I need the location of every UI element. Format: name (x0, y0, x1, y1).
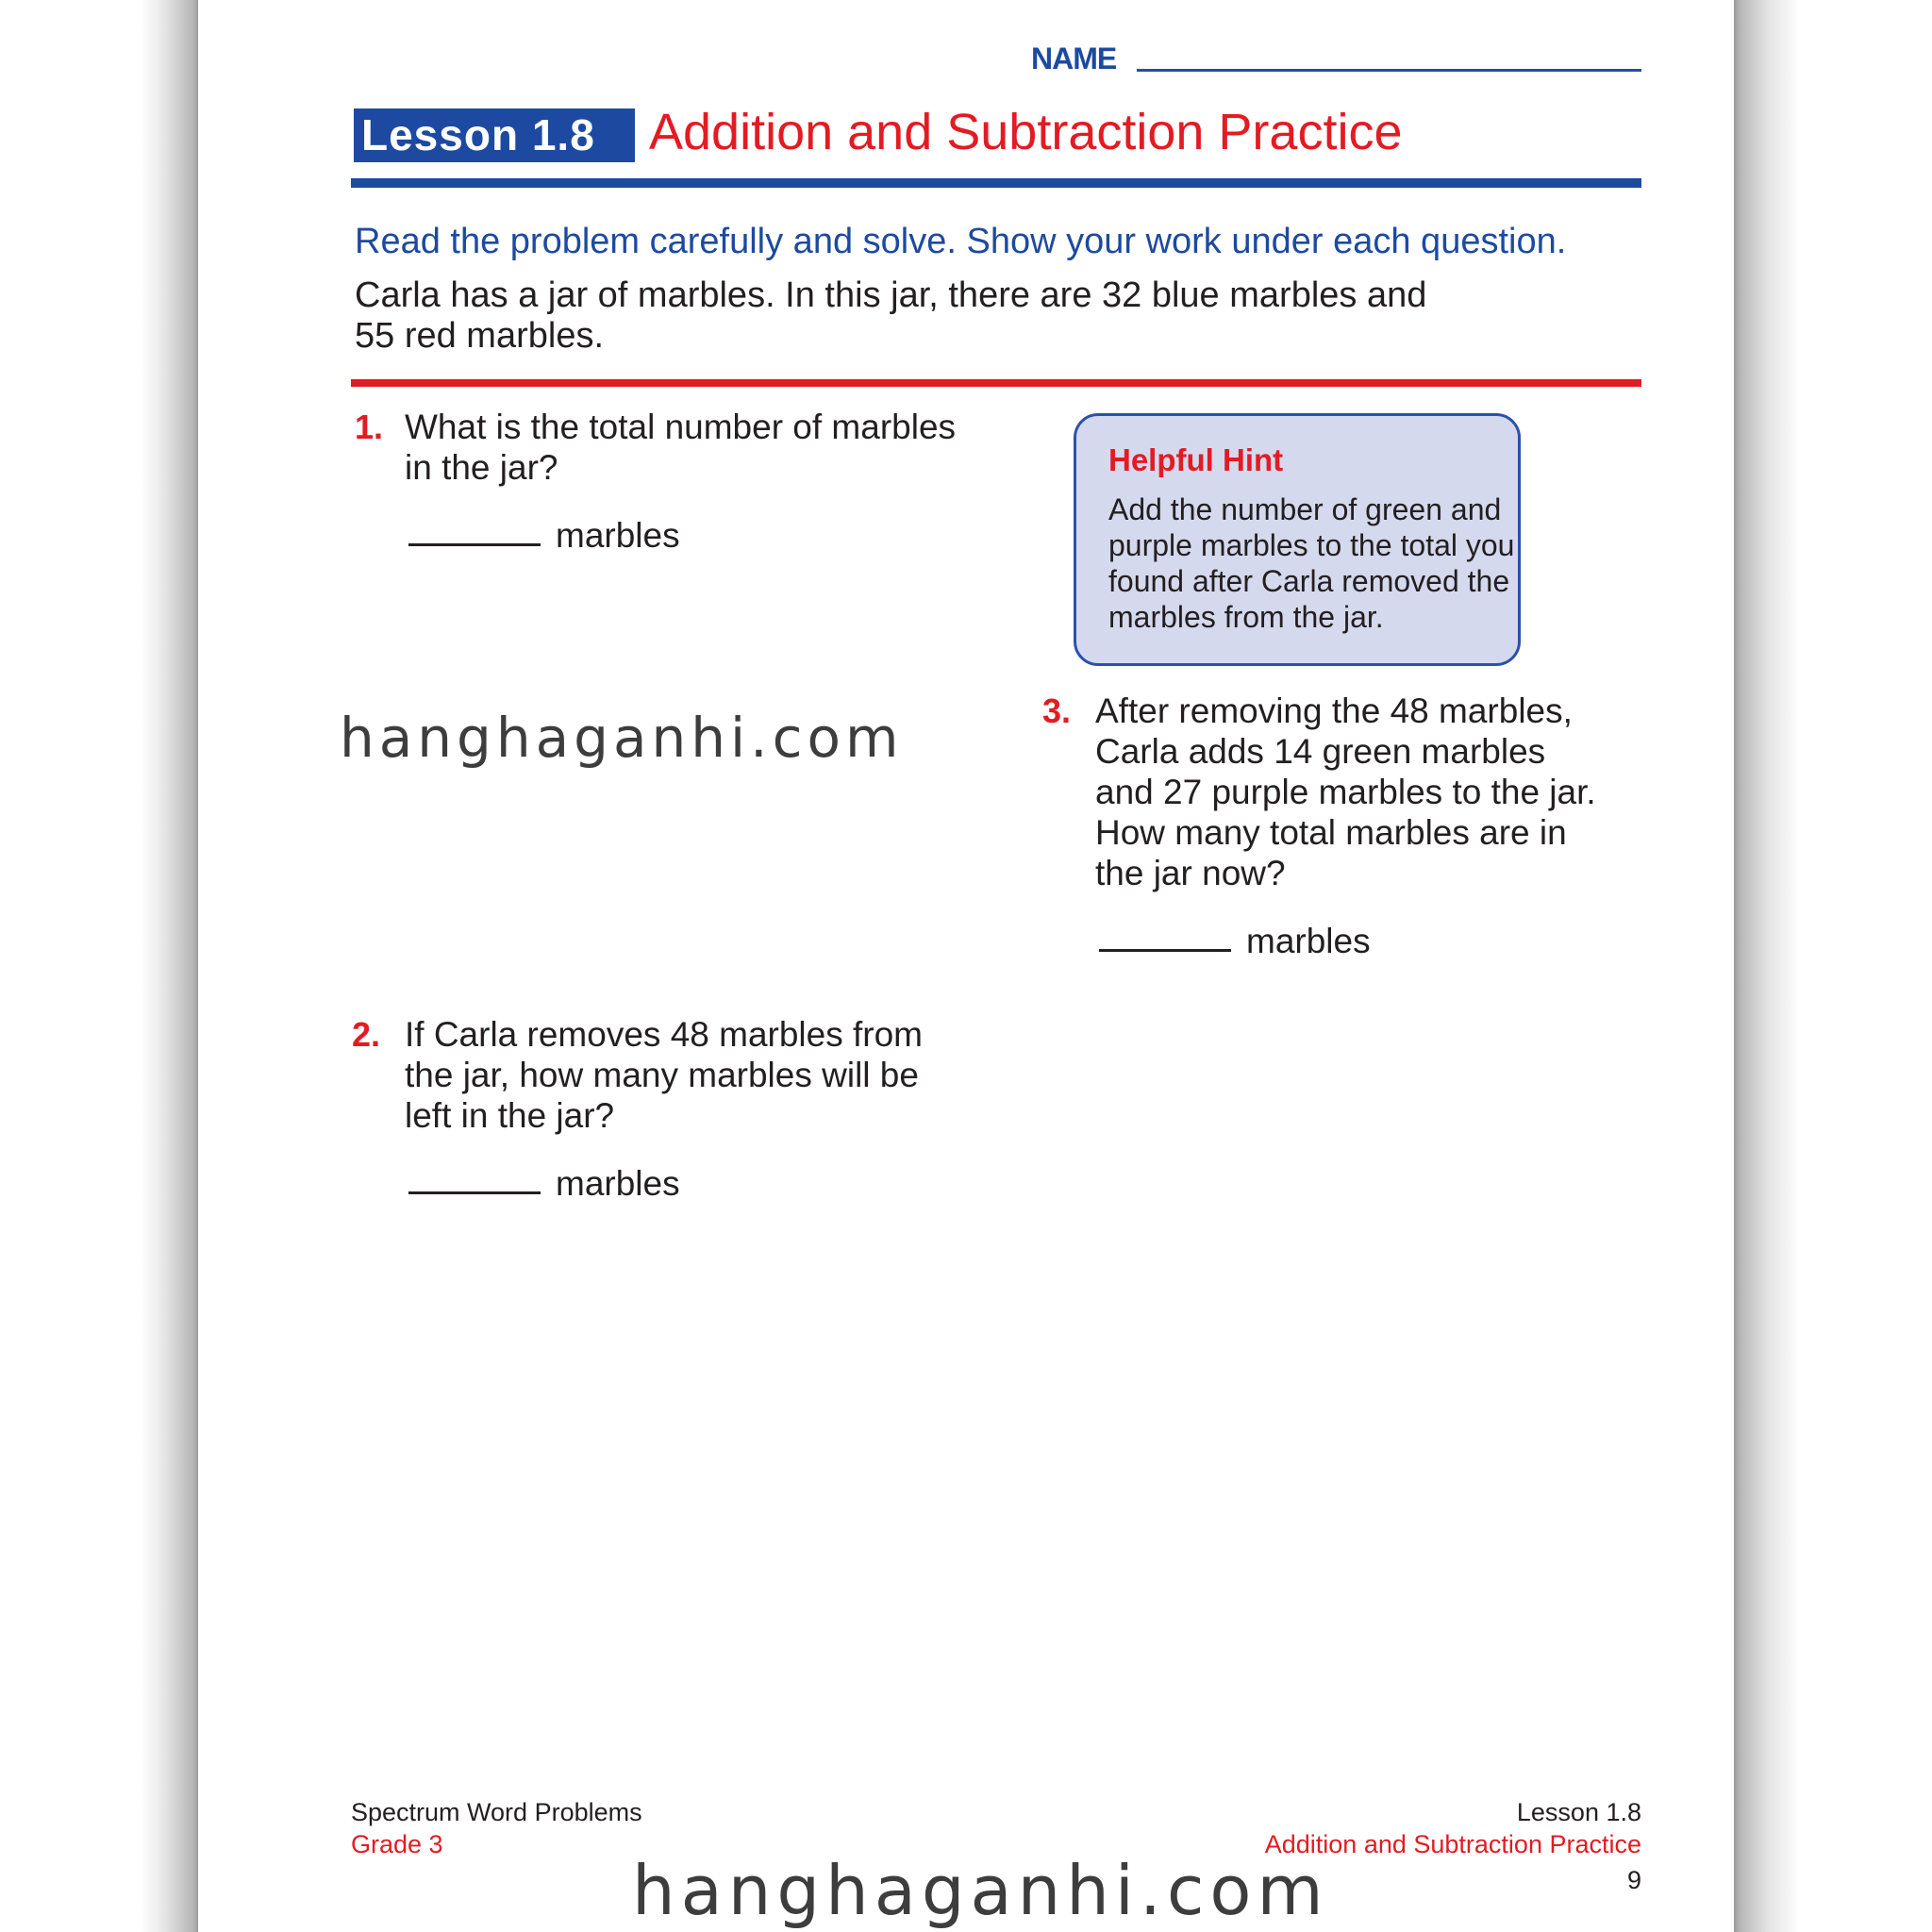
answer-blank-3[interactable] (1099, 949, 1231, 952)
page-shadow-left (142, 0, 198, 1932)
footer-left (351, 1796, 642, 1860)
hint-title: Helpful Hint (1108, 442, 1284, 477)
instruction-text: Read the problem carefully and solve. Show your work under each question. (355, 222, 1567, 261)
answer-unit: marbles (1246, 922, 1371, 960)
question-line: in the jar? (405, 448, 558, 487)
footer-lesson-title: Addition and Subtraction Practice (1264, 1830, 1641, 1858)
question-line: After removing the 48 marbles, (1095, 691, 1573, 730)
footer-book-title: Spectrum Word Problems (351, 1798, 642, 1826)
name-label: NAME (1031, 42, 1117, 75)
hint-line: marbles from the jar. (1108, 600, 1384, 634)
helpful-hint-box (1074, 413, 1521, 666)
story-line: 55 red marbles. (355, 316, 605, 356)
footer-grade: Grade 3 (351, 1830, 443, 1858)
hint-line: Add the number of green and (1108, 492, 1502, 526)
answer-1 (408, 517, 680, 555)
header-divider (351, 178, 1641, 188)
question-number-2: 2. (352, 1015, 381, 1054)
answer-3 (1099, 923, 1371, 960)
hint-text (1108, 491, 1514, 635)
answer-unit: marbles (556, 1164, 680, 1203)
intro-divider (351, 379, 1641, 387)
question-line: the jar, how many marbles will be (405, 1056, 919, 1094)
question-line: left in the jar? (405, 1096, 615, 1135)
page-shadow-right (1734, 0, 1800, 1932)
page-number: 9 (1626, 1866, 1641, 1894)
question-number-1: 1. (355, 408, 384, 446)
lesson-title: Addition and Subtraction Practice (649, 104, 1403, 160)
question-line: How many total marbles are in (1095, 813, 1567, 852)
question-line: Carla adds 14 green marbles (1095, 732, 1546, 771)
answer-blank-1[interactable] (408, 543, 541, 546)
story-line: Carla has a jar of marbles. In this jar, there are 32 blue marbles and (355, 275, 1427, 315)
question-text-3 (1095, 691, 1596, 893)
question-text-1 (405, 407, 956, 488)
question-number-3: 3. (1042, 691, 1072, 730)
lesson-badge: Lesson 1.8 (354, 108, 635, 162)
question-line: What is the total number of marbles (405, 408, 957, 446)
question-line: the jar now? (1095, 854, 1286, 892)
question-line: and 27 purple marbles to the jar. (1095, 773, 1596, 811)
answer-unit: marbles (556, 516, 680, 555)
watermark: hanghaganhi.com (632, 1851, 1329, 1930)
story-text (355, 275, 1426, 357)
hint-line: found after Carla removed the (1108, 564, 1510, 598)
answer-blank-2[interactable] (408, 1191, 541, 1194)
hint-line: purple marbles to the total you (1108, 528, 1515, 562)
question-line: If Carla removes 48 marbles from (405, 1015, 924, 1054)
question-text-2 (405, 1014, 923, 1136)
name-field-line[interactable] (1137, 69, 1641, 72)
answer-2 (408, 1165, 680, 1203)
footer-lesson: Lesson 1.8 (1516, 1798, 1641, 1826)
watermark: hanghaganhi.com (340, 706, 904, 770)
